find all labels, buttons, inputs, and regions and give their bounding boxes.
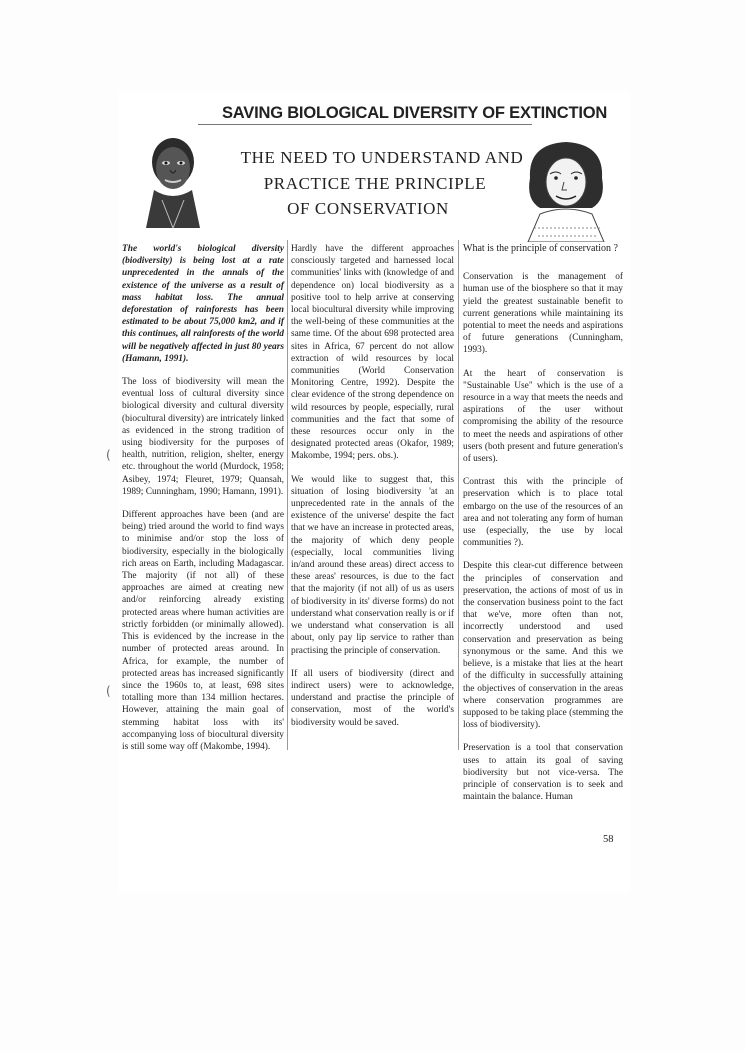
paragraph: Contrast this with the principle of preservation which is to place total embargo on the use of the resources of an area and not tolerating any form of human use (especially, the use by local communities ?). (463, 477, 623, 549)
paragraph: At the heart of conservation is "Sustainable Use" which is the use of a resource in a way that meets the needs and aspirations of the user without compromising the ability of the resource to meet the needs and aspirations of other users (both present and future generation's of users). (463, 368, 623, 465)
paragraph: Different approaches have been (and are being) tried around the world to find ways to minimise and/or stop the loss of biodiversity, especially in the biologically rich areas on Earth, including Madagascar. The majority (if not all) of these approaches are aimed at creating new and/or reinforcing already existing protected areas where human activities are strictly forbidden (or minimally allowed). This is evidenced by the increase in the number of protected areas around. In Africa, for example, the number of protected areas has increased significantly since the 1960s to, at least, 698 sites totalling more than 134 million hectares. However, attaining the main goal of stemming habitat loss with its' accompanying loss of biocultural diversity is still some way off (Makombe, 1994). (122, 510, 284, 752)
paragraph: We would like to suggest that, this situation of losing biodiversity 'at an unprecedented rate in the annals of the existence of the universe' despite the fact that we have an increase in protected areas, the majority of which deny people (especially, local communities living in/and around these areas) direct access to these areas' resources, is due to the fact that the majority (if not all) of us as users of biodiversity in its' diverse forms) do not understand what conservation really is or if we understand what conservation is all about, only pay lip service to rather than practising the principle of conservation. (291, 474, 454, 656)
section-title: SAVING BIOLOGICAL DIVERSITY OF EXTINCTION (222, 104, 608, 122)
article-title-line-3: OF CONSERVATION (287, 199, 449, 218)
section-question-heading: What is the principle of conservation ? (463, 243, 618, 254)
portrait-man-illustration (140, 130, 210, 228)
paragraph: Conservation is the management of human use of the biosphere so that it may yield the greatest sustainable benefit to current generations while maintaining its potential to meet the needs and aspirations of future generations (Cunningham, 1993). (463, 272, 623, 356)
column-3 (463, 243, 623, 814)
header-rule (198, 124, 532, 125)
paragraph: Despite this clear-cut difference between the principles of conservation and preservation, the actions of most of us in the conservation business point to the fact that we've, more often than not, incorrectly understood and used conservation and preservation as being synonymous or the same. And this we believe, is a mistake that lies at the heart of the difficulty in successfully attaining the objectives of conservation in the areas where conservation programmes are supposed to be taking place (stemming the loss of biodiversity). (463, 561, 623, 731)
margin-bracket-mark: ( (106, 448, 111, 462)
page-number: 58 (603, 834, 614, 845)
article-title-line-2: PRACTICE THE PRINCIPLE (263, 174, 487, 193)
column-2 (291, 243, 454, 740)
column-divider-1 (287, 240, 288, 750)
portrait-woman-illustration (520, 138, 612, 242)
paragraph: The loss of biodiversity will mean the eventual loss of cultural diversity since biological diversity and cultural diversity (biocultural diversity) are intricately linked as evidenced in the strong tradition of using biodiversity for the purposes of health, nutrition, religion, shelter, energy etc. throughout the world (Murdock, 1958; Asibey, 1974; Fleuret, 1979; Quansah, 1989; Cunningham, 1990; Hamann, 1991). (122, 377, 284, 497)
column-1 (122, 243, 284, 764)
paragraph: If all users of biodiversity (direct and indirect users) were to acknowledge, understand and practise the principle of conservation, most of the world's biodiversity would be saved. (291, 668, 454, 728)
column-divider-2 (458, 240, 459, 750)
paragraph: Preservation is a tool that conservation uses to attain its goal of saving biodiversity but not vice-versa. The principle of conservation is to seek and maintain the balance. Human (463, 743, 623, 803)
margin-bracket-mark: ( (106, 684, 111, 698)
paragraph: Hardly have the different approaches consciously targeted and harnessed local communities' links with (knowledge of and dependence on) local biodiversity as a positive tool to help arrive at conserving local biocultural diversity while improving the well-being of these communities at the same time. Of the about 698 protected area sites in Africa, 67 percent do not allow extraction of wild resources by local communities (World Conservation Monitoring Centre, 1992). Despite the clear evidence of the strong dependence on wild resources by people, especially, rural communities and the fact that some of these resources occur only in the designated protected areas (Okafor, 1989; Makombe, 1994; pers. obs.). (291, 244, 454, 462)
article-title-line-1: THE NEED TO UNDERSTAND AND (240, 148, 524, 167)
lead-paragraph: The world's biological diversity (biodiversity) is being lost at a rate unprecedented in the annals of the existence of the universe as a result of mass habitat loss. The annual deforestation of rainforests has been estimated to be about 75,000 km2, and if this continues, all rainforests of the world will be negatively affected in just 80 years (Hamann, 1991). (122, 244, 284, 364)
